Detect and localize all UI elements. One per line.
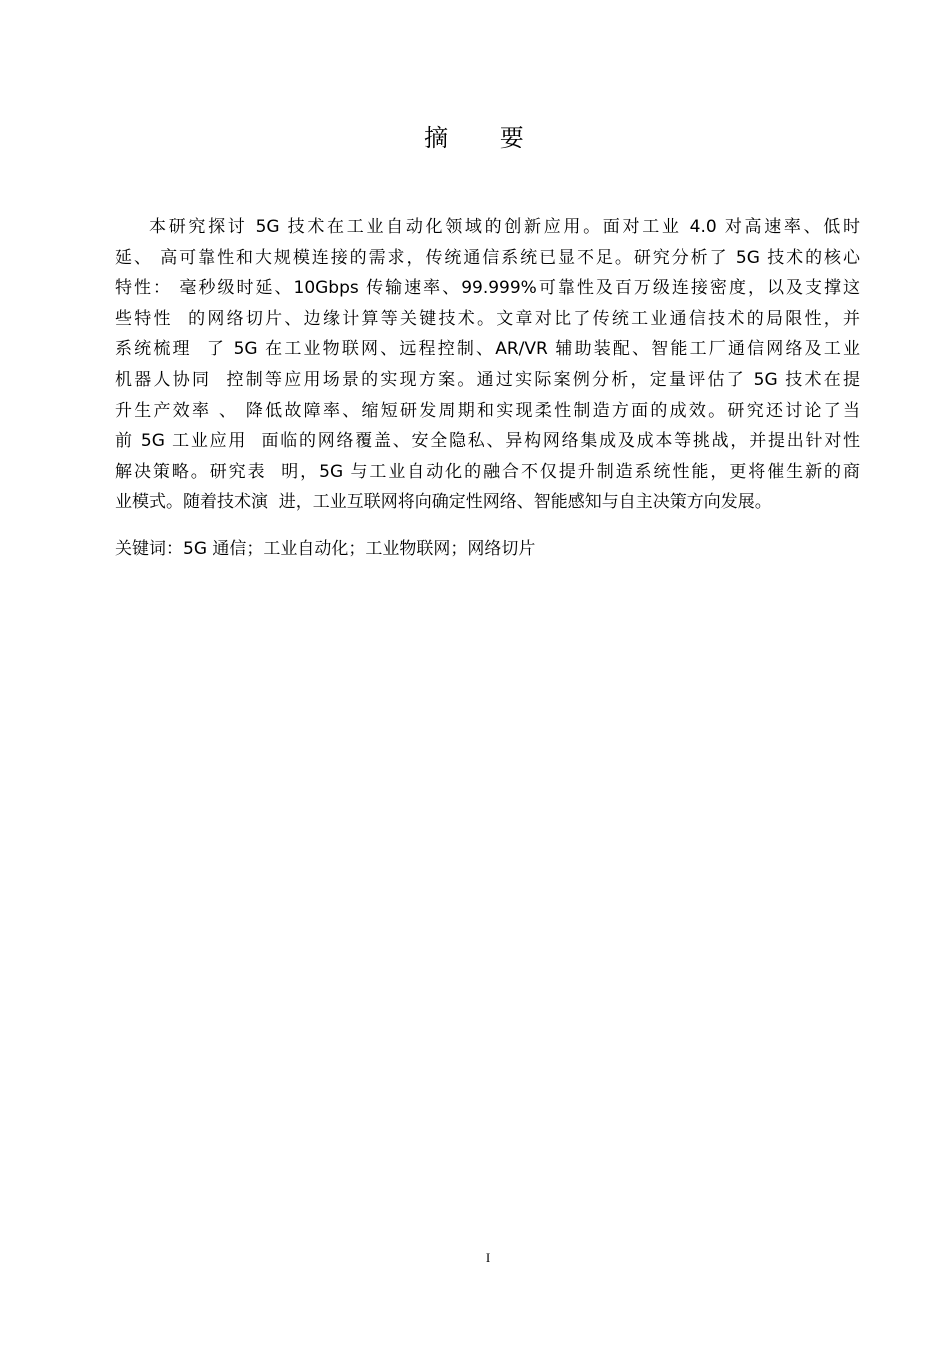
- abstract-line: 特性： 毫秒级时延、10Gbps 传输速率、99.999%可靠性及百万级连接密度，以及支撑这: [115, 278, 860, 299]
- abstract-line: 些特性 的网络切片、边缘计算等关键技术。文章对比了传统工业通信技术的局限性，并: [115, 308, 860, 329]
- keywords: 关键词：5G 通信；工业自动化；工业物联网；网络切片: [115, 539, 536, 559]
- abstract-title: 摘 要: [424, 124, 546, 152]
- abstract-line: 延、 高可靠性和大规模连接的需求，传统通信系统已显不足。研究分析了 5G 技术的核心: [115, 247, 860, 268]
- abstract-body: [115, 212, 860, 518]
- page-number: I: [485, 1250, 491, 1265]
- abstract-line: 业模式。随着技术演 进，工业互联网将向确定性网络、智能感知与自主决策方向发展。: [115, 492, 772, 513]
- abstract-line: 升生产效率 、 降低故障率、缩短研发周期和实现柔性制造方面的成效。研究还讨论了当: [115, 400, 860, 421]
- abstract-line: 前 5G 工业应用 面临的网络覆盖、安全隐私、异构网络集成及成本等挑战，并提出针对性: [115, 431, 860, 452]
- abstract-line: 解决策略。研究表 明，5G 与工业自动化的融合不仅提升制造系统性能，更将催生新的商: [115, 461, 860, 482]
- abstract-line: 系统梳理 了 5G 在工业物联网、远程控制、AR/VR 辅助装配、智能工厂通信网络及工业: [115, 339, 860, 360]
- abstract-line: 机器人协同 控制等应用场景的实现方案。通过实际案例分析，定量评估了 5G 技术在提: [115, 369, 860, 390]
- abstract-line: 本研究探讨 5G 技术在工业自动化领域的创新应用。面对工业 4.0 对高速率、低时: [149, 217, 860, 237]
